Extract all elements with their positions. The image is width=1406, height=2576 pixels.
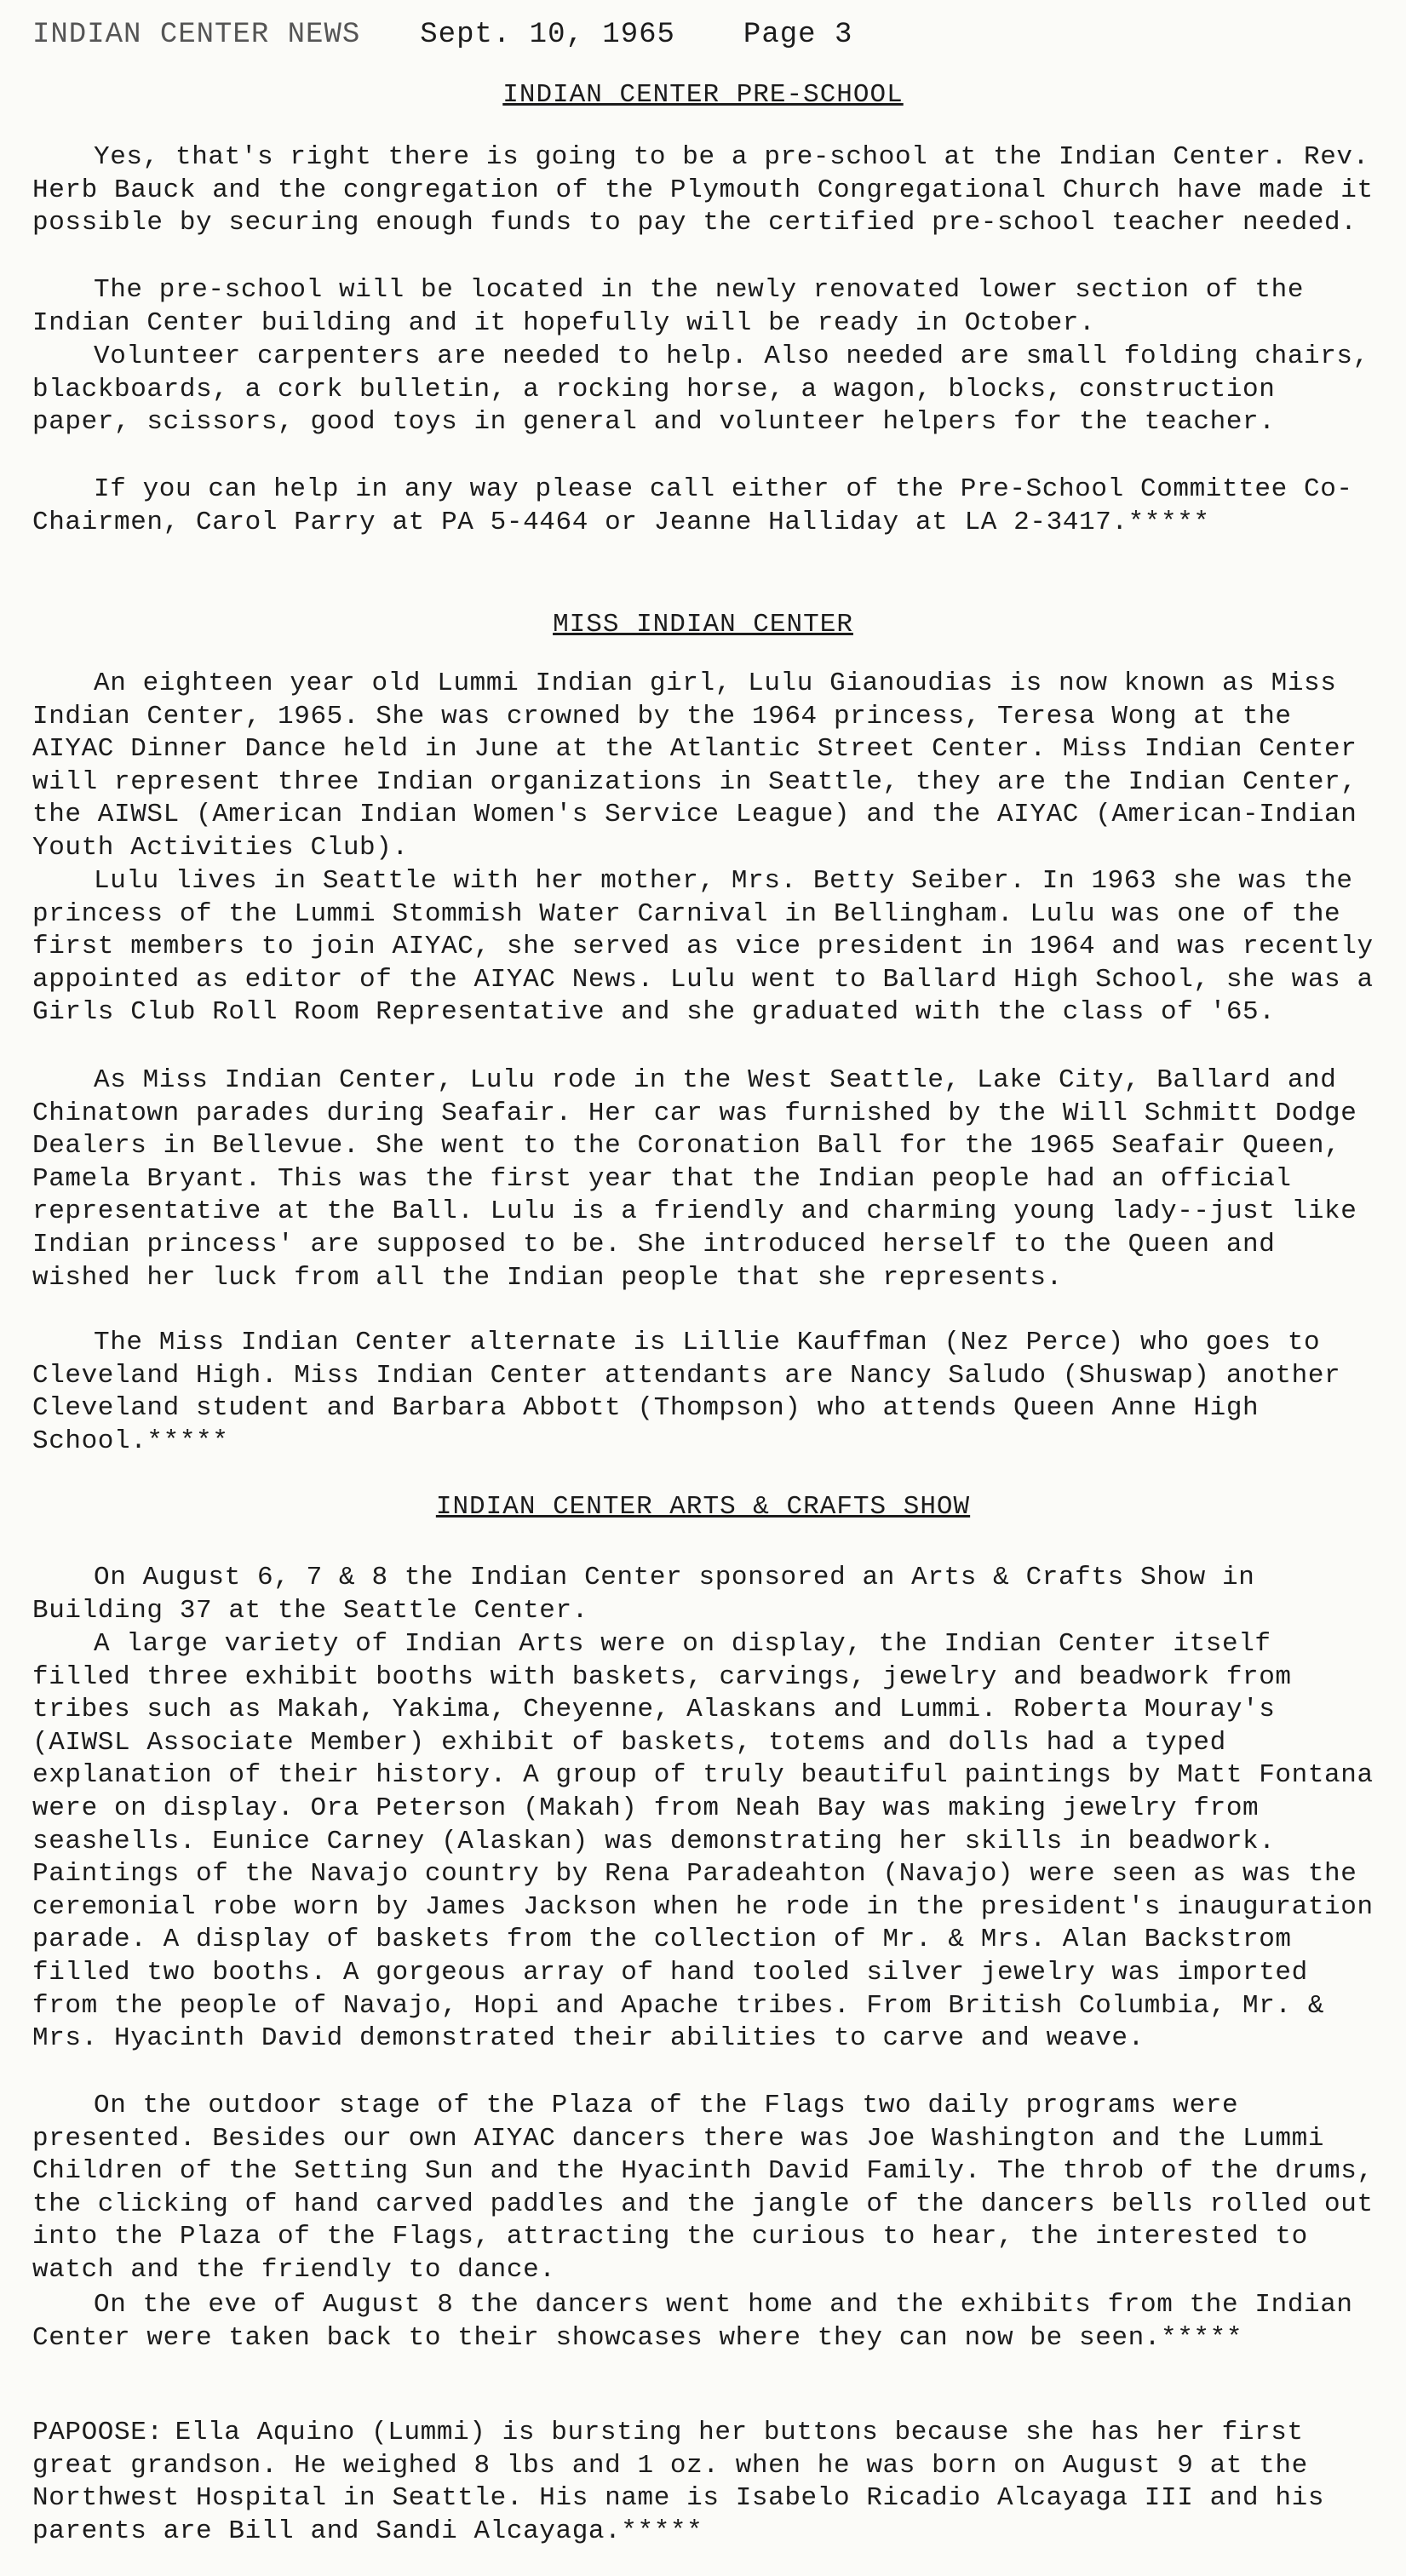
miss-indian-center-paragraph-4: The Miss Indian Center alternate is Lillie Kauffman (Nez Perce) who goes to Cleveland High. Miss Indian Center attendants are Nancy Saludo (Shuswap) another Cleveland student and Barbara Abbott (Thompson) who attends Queen Anne High School.***** [32, 1328, 1341, 1456]
papoose-note [32, 2417, 1378, 2548]
arts-crafts-paragraph-4: On the eve of August 8 the dancers went home and the exhibits from the Indian Center were taken back to their showcases where they can now be seen.***** [32, 2290, 1353, 2353]
preschool-paragraph-3: Volunteer carpenters are needed to help. Also needed are small folding chairs, blackboards, a cork bulletin, a rocking horse, a wagon, blocks, construction paper, scissors, good toys in general and volunteer helpers for the teacher. [32, 341, 1369, 438]
miss-indian-center-paragraph-3: As Miss Indian Center, Lulu rode in the West Seattle, Lake City, Ballard and Chinatown parades during Seafair. Her car was furnished by the Will Schmitt Dodge Dealers in Bellevue. She went to the Coronation Ball for the 1965 Seafair Queen, Pamela Bryant. This was the first year that the Indian people had an official representative at the Ball. Lulu is a friendly and charming young lady--just like Indian princess' are supposed to be. She introduced herself to the Queen and wished her luck from all the Indian people that she represents. [32, 1065, 1357, 1293]
miss-indian-center-section-title: MISS INDIAN CENTER [553, 610, 853, 640]
preschool-paragraph-1: Yes, that's right there is going to be a pre-school at the Indian Center. Rev. Herb Bauck and the congregation of the Plymouth Congregational Church have made it possible by securing enough funds to pay the certified pre-school teacher needed. [32, 142, 1374, 238]
preschool-paragraph-2: The pre-school will be located in the newly renovated lower section of the Indian Center building and it hopefully will be ready in October. [32, 275, 1305, 338]
preschool-paragraph-4: If you can help in any way please call either of the Pre-School Committee Co-Chairmen, Carol Parry at PA 5-4464 or Jeanne Halliday at LA 2-3417.***** [32, 474, 1353, 537]
issue-date: Sept. 10, 1965 [420, 19, 675, 51]
papoose-label: PAPOOSE: [32, 2418, 164, 2447]
publication-name: INDIAN CENTER NEWS [32, 19, 361, 51]
arts-crafts-section-title: INDIAN CENTER ARTS & CRAFTS SHOW [435, 1492, 971, 1522]
arts-crafts-paragraph-3: On the outdoor stage of the Plaza of the Flags two daily programs were presented. Besides our own AIYAC dancers there was Joe Washington and the Lummi Children of the Setting Sun and the Hyacinth David Family. The throb of the drums, the clicking of hand carved paddles and the jangle of the dancers bells rolled out into the Plaza of the Flags, attracting the curious to hear, the interested to watch and the friendly to dance. [32, 2091, 1374, 2285]
page-number: Page 3 [743, 19, 853, 51]
preschool-section-title: INDIAN CENTER PRE-SCHOOL [502, 80, 904, 110]
papoose-text: Ella Aquino (Lummi) is bursting her buttons because she has her first great grandson. He weighed 8 lbs and 1 oz. when he was born on August 9 at the Northwest Hospital in Seattle. His name is Isabelo Ricadio Alcayaga III and his parents are Bill and Sandi Alcayaga.***** [32, 2418, 1325, 2546]
arts-crafts-paragraph-2: A large variety of Indian Arts were on display, the Indian Center itself filled three exhibit booths with baskets, carvings, jewelry and beadwork from tribes such as Makah, Yakima, Cheyenne, Alaskans and Lummi. Roberta Mouray's (AIWSL Associate Member) exhibit of baskets, totems and dolls had a typed explanation of their history. A group of truly beautiful paintings by Matt Fontana were on display. Ora Peterson (Makah) from Neah Bay was making jewelry from seashells. Eunice Carney (Alaskan) was demonstrating her skills in beadwork. Paintings of the Navajo country by Rena Paradeahton (Navajo) were seen as was the ceremonial robe worn by James Jackson when he rode in the president's inauguration parade. A display of baskets from the collection of Mr. & Mrs. Alan Backstrom filled two booths. A gorgeous array of hand tooled silver jewelry was imported from the people of Navajo, Hopi and Apache tribes. From British Columbia, Mr. & Mrs. Hyacinth David demonstrated their abilities to carve and weave. [32, 1629, 1374, 2054]
arts-crafts-paragraph-1: On August 6, 7 & 8 the Indian Center sponsored an Arts & Crafts Show in Building 37 at the Seattle Center. [32, 1563, 1255, 1626]
page-header [32, 19, 852, 51]
miss-indian-center-paragraph-1: An eighteen year old Lummi Indian girl, Lulu Gianoudias is now known as Miss Indian Center, 1965. She was crowned by the 1964 princess, Teresa Wong at the AIYAC Dinner Dance held in June at the Atlantic Street Center. Miss Indian Center will represent three Indian organizations in Seattle, they are the Indian Center, the AIWSL (American Indian Women's Service League) and the AIYAC (American-Indian Youth Activities Club). [32, 668, 1357, 863]
miss-indian-center-paragraph-2: Lulu lives in Seattle with her mother, Mrs. Betty Seiber. In 1963 she was the princess of the Lummi Stommish Water Carnival in Bellingham. Lulu was one of the first members to join AIYAC, she served as vice president in 1964 and was recently appointed as editor of the AIYAC News. Lulu went to Ballard High School, she was a Girls Club Roll Room Representative and she graduated with the class of '65. [32, 866, 1374, 1028]
